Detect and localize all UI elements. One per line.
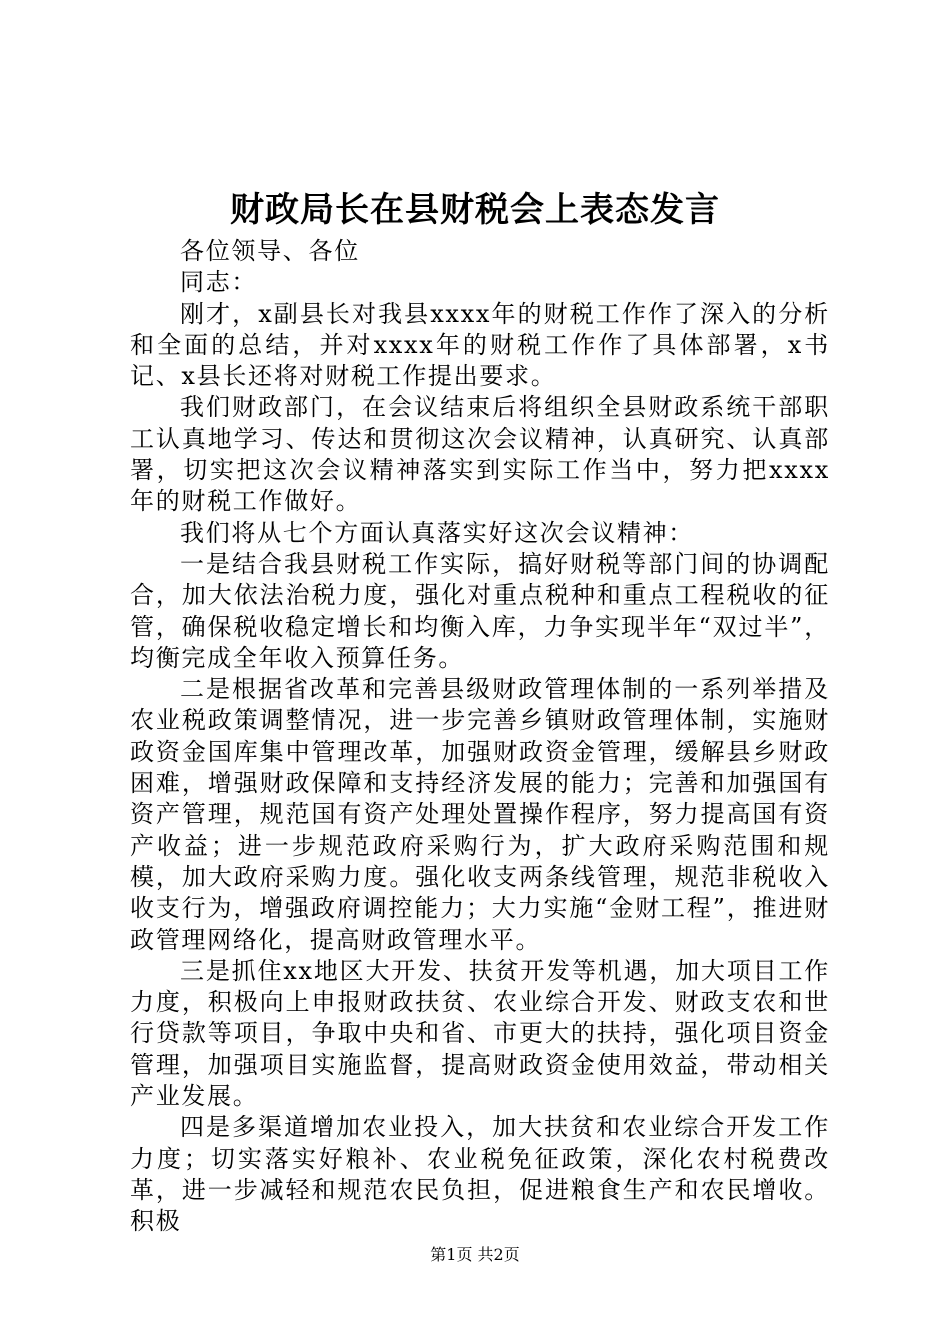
paragraph-point-two: 二是根据省改革和完善县级财政管理体制的一系列举措及农业税政策调整情况，进一步完善乡镇财政管理体制，实施财政资金国库集中管理改革，加强财政资金管理，缓解县乡财政困难，增强财政保障和支持经济发展的能力；完善和加强国有资产管理，规范国有资产处理处置操作程序，努力提高国有资产收益；进一步规范政府采购行为，扩大政府采购范围和规模，加大政府采购力度。强化收支两条线管理，规范非税收入收支行为，增强政府调控能力；大力实施“金财工程”，推进财政管理网络化，提高财政管理水平。: [130, 675, 830, 954]
document-body: [130, 236, 830, 1238]
page-footer: 第1页 共2页: [430, 1245, 520, 1264]
paragraph-point-one: 一是结合我县财税工作实际，搞好财税等部门间的协调配合，加大依法治税力度，强化对重点税种和重点工程税收的征管，确保税收稳定增长和均衡入库，力争实现半年“双过半”，均衡完成全年收入预算任务。: [130, 549, 830, 672]
paragraph-salutation: 各位领导、各位: [180, 237, 360, 265]
paragraph-salutation-cont: 同志：: [180, 268, 258, 297]
paragraph-point-three: 三是抓住xx地区大开发、扶贫开发等机遇，加大项目工作力度，积极向上申报财政扶贫、农业综合开发、财政支农和世行贷款等项目，争取中央和省、市更大的扶持，强化项目资金管理，加强项目实施监督，提高财政资金使用效益，带动相关产业发展。: [130, 956, 830, 1111]
paragraph-commitment: 我们财政部门，在会议结束后将组织全县财政系统干部职工认真地学习、传达和贯彻这次会议精神，认真研究、认真部署，切实把这次会议精神落实到实际工作当中，努力把xxxx年的财税工作做好。: [130, 393, 830, 516]
paragraph-seven-aspects: 我们将从七个方面认真落实好这次会议精神：: [180, 518, 694, 547]
document-title: 财政局长在县财税会上表态发言: [230, 190, 720, 230]
paragraph-intro: 刚才，x副县长对我县xxxx年的财税工作作了深入的分析和全面的总结，并对xxxx年的财税工作作了具体部署，x书记、x县长还将对财税工作提出要求。: [130, 299, 830, 391]
paragraph-point-four: 四是多渠道增加农业投入，加大扶贫和农业综合开发工作力度；切实落实好粮补、农业税免征政策，深化农村税费改革，进一步减轻和规范农民负担，促进粮食生产和农民增收。积极: [130, 1113, 830, 1236]
